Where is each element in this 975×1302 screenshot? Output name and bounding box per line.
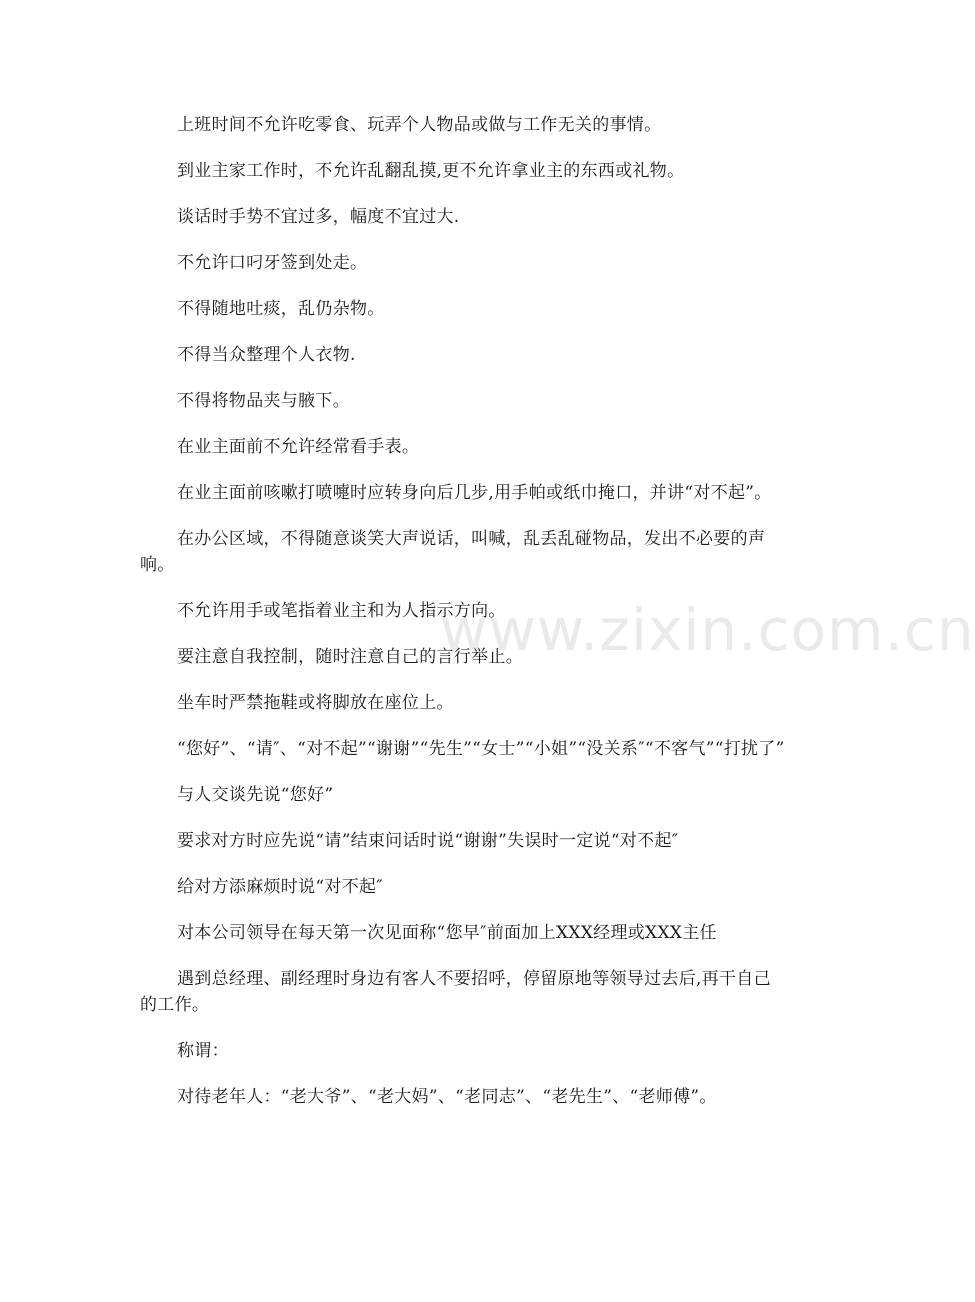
paragraph: 对待老年人：“老大爷”、“老大妈”、“老同志”、“老先生”、“老师傅”。 <box>177 1087 717 1107</box>
paragraph: 对本公司领导在每天第一次见面称“您早″前面加上XXX经理或XXX主任 <box>177 923 717 943</box>
paragraph: 谈话时手势不宜过多，幅度不宜过大. <box>177 207 460 227</box>
paragraph: 在办公区域，不得随意谈笑大声说话，叫喊，乱丢乱碰物品，发出不必要的声响。 <box>140 529 766 575</box>
paragraph: “您好”、“请″、“对不起”“谢谢”“先生”“女士”“小姐”“没关系″“不客气”“打扰了” <box>177 739 785 759</box>
paragraph: 上班时间不允许吃零食、玩弄个人物品或做与工作无关的事情。 <box>177 115 662 135</box>
paragraph: 不允许用手或笔指着业主和为人指示方向。 <box>177 601 506 621</box>
paragraph: 坐车时严禁拖鞋或将脚放在座位上。 <box>177 693 454 713</box>
paragraph: 称谓： <box>177 1041 229 1061</box>
paragraph: 在业主面前咳嗽打喷嚏时应转身向后几步,用手帕或纸巾掩口，并讲“对不起”。 <box>177 483 772 503</box>
paragraph: 不得当众整理个人衣物. <box>177 345 356 365</box>
paragraph: 要注意自我控制，随时注意自己的言行举止。 <box>177 647 523 667</box>
paragraph: 不允许口叼牙签到处走。 <box>177 253 368 273</box>
paragraph: 遇到总经理、副经理时身边有客人不要招呼，停留原地等领导过去后,再干自己的工作。 <box>140 969 771 1015</box>
paragraph: 不得随地吐痰，乱仍杂物。 <box>177 299 385 319</box>
paragraph: 要求对方时应先说“请”结束问话时说“谢谢”失误时一定说“对不起″ <box>177 831 679 851</box>
document-body <box>140 112 785 1130</box>
paragraph: 在业主面前不允许经常看手表。 <box>177 437 420 457</box>
paragraph: 与人交谈先说“您好” <box>177 785 334 805</box>
watermark: www.zixin.com.cn <box>440 596 975 664</box>
paragraph: 不得将物品夹与腋下。 <box>177 391 350 411</box>
paragraph: 到业主家工作时，不允许乱翻乱摸,更不允许拿业主的东西或礼物。 <box>177 161 685 181</box>
paragraph: 给对方添麻烦时说“对不起″ <box>177 877 383 897</box>
